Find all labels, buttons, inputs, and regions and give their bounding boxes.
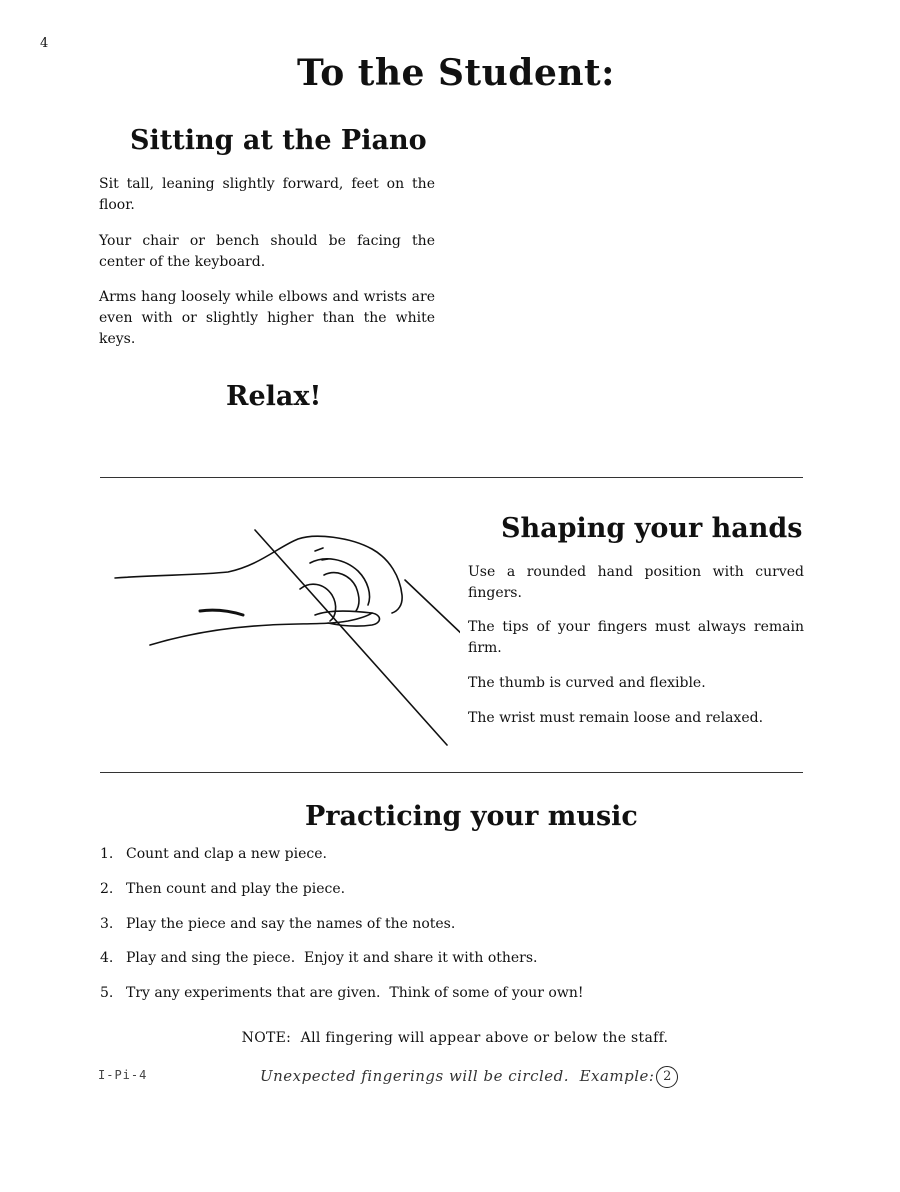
shaping-heading: Shaping your hands [501,513,803,544]
shaping-paragraph-3: The thumb is curved and flexible. [468,675,706,691]
example-text: Unexpected fingerings will be circled. Example: [260,1067,655,1085]
list-item-number: 1. [100,846,114,862]
sitting-paragraph-1: Sit tall, leaning slightly forward, feet on the floor. [99,176,435,213]
list-item [100,916,455,932]
list-item-number: 5. [100,985,114,1001]
finger-curve-1 [310,559,370,605]
keyboard-edge-line [255,530,447,745]
page-title: To the Student: [297,52,615,94]
arm-lower-outline [150,613,372,645]
divider-bottom [100,772,803,773]
list-item [100,846,327,862]
list-item-text: Play and sing the piece. Enjoy it and share it with others. [126,950,538,966]
divider-top [100,477,803,478]
fingering-note: NOTE: All fingering will appear above or below the staff. [241,1030,669,1046]
list-item-text: Play the piece and say the names of the notes. [126,916,456,932]
list-item-text: Try any experiments that are given. Think of some of your own! [126,985,584,1001]
list-item-text: Count and clap a new piece. [126,846,327,862]
relax-heading: Relax! [226,381,322,412]
list-item-text: Then count and play the piece. [126,881,346,897]
list-item-number: 3. [100,916,114,932]
page-number: 4 [40,36,49,51]
shaping-paragraph-1: Use a rounded hand position with curved fingers. [468,564,804,601]
shaping-paragraph-4: The wrist must remain loose and relaxed. [468,710,764,726]
list-item-number: 2. [100,881,114,897]
list-item [100,950,538,966]
practicing-heading: Practicing your music [305,801,638,832]
sitting-paragraph-3: Arms hang loosely while elbows and wrists are even with or slightly higher than the white keys. [99,289,435,347]
wrist-hatch [200,610,243,615]
shaping-paragraph-2: The tips of your fingers must always remain firm. [468,619,804,656]
list-item [100,881,345,897]
footer-code: I-Pi-4 [98,1068,148,1082]
list-item-number: 4. [100,950,114,966]
list-item [100,985,583,1001]
sitting-heading: Sitting at the Piano [130,125,427,156]
fingering-example [260,1066,678,1088]
hand-illustration [110,525,460,750]
key-line [405,580,460,637]
circled-finger-number: 2 [656,1066,678,1088]
sitting-paragraph-2: Your chair or bench should be facing the center of the keyboard. [99,233,435,270]
